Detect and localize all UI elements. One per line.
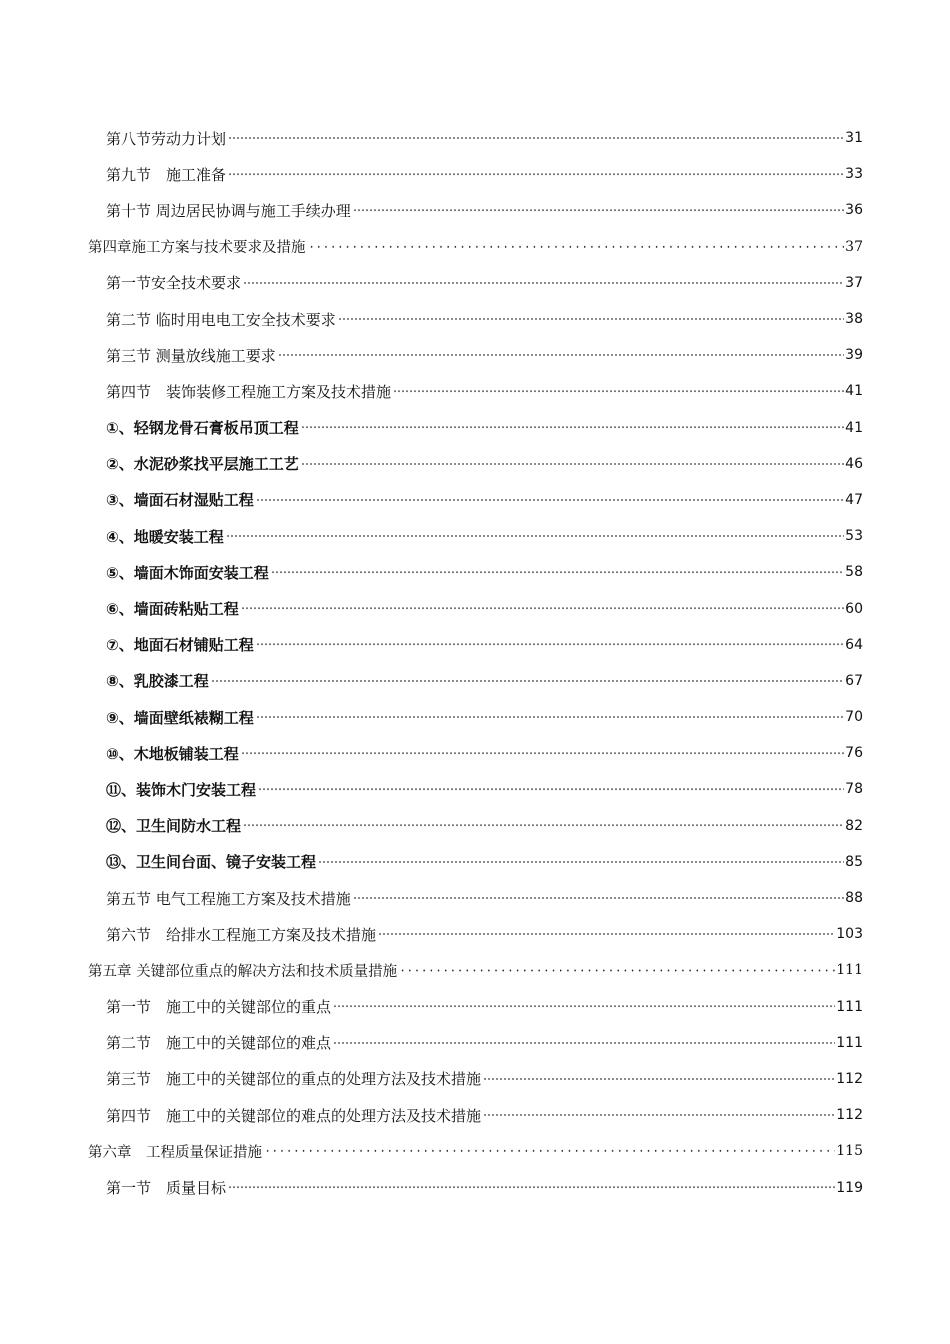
toc-entry-title: ⑥、墙面砖粘贴工程 <box>106 600 239 619</box>
toc-entry-title: ③、墙面石材湿贴工程 <box>106 491 254 510</box>
dot-leader <box>483 1104 835 1127</box>
toc-entry-chapter[interactable] <box>0 229 950 265</box>
toc-page-number: 70 <box>845 709 863 726</box>
toc-entry-title: 第五章 关键部位重点的解决方法和技术质量措施 <box>88 963 398 980</box>
dot-leader <box>278 344 844 367</box>
toc-entry-sub[interactable] <box>0 410 950 446</box>
toc-entry-sub[interactable] <box>0 771 950 807</box>
toc-entry-sub[interactable] <box>0 446 950 482</box>
toc-entry-title: 第四节 施工中的关键部位的难点的处理方法及技术措施 <box>106 1106 482 1125</box>
toc-page-number: 85 <box>845 853 863 870</box>
toc-entry-title: ⑤、墙面木饰面安装工程 <box>106 563 269 582</box>
toc-entry-title: 第九节 施工准备 <box>106 165 227 184</box>
toc-entry-section[interactable] <box>0 989 950 1025</box>
dot-leader <box>378 923 835 946</box>
dot-leader <box>243 272 844 295</box>
toc-page-number: 47 <box>845 491 863 508</box>
toc-entry-title: ①、轻钢龙骨石膏板吊顶工程 <box>106 419 299 438</box>
toc-entry-section[interactable] <box>0 1061 950 1097</box>
dot-leader <box>256 489 844 512</box>
toc-entry-title: ⑧、乳胶漆工程 <box>106 672 209 691</box>
toc-entry-title: 第二节 施工中的关键部位的难点 <box>106 1034 332 1053</box>
toc-page-number: 60 <box>845 600 863 617</box>
toc-entry-section[interactable] <box>0 880 950 916</box>
toc-page-number: 88 <box>845 890 863 907</box>
toc-page-number: 39 <box>845 347 863 364</box>
dot-leader <box>399 960 835 982</box>
toc-entry-section[interactable] <box>0 156 950 192</box>
toc-page-number: 64 <box>845 636 863 653</box>
dot-leader <box>353 887 844 910</box>
toc-page-number: 112 <box>836 1107 863 1124</box>
toc-entry-title: 第一节安全技术要求 <box>106 274 242 293</box>
toc-entry-sub[interactable] <box>0 844 950 880</box>
toc-page-number: 58 <box>845 564 863 581</box>
dot-leader <box>318 851 844 874</box>
toc-entry-title: 第八节劳动力计划 <box>106 129 227 148</box>
toc-entry-title: ⑬、卫生间台面、镜子安装工程 <box>106 853 317 872</box>
dot-leader <box>338 308 844 331</box>
toc-entry-title: ⑦、地面石材铺贴工程 <box>106 636 254 655</box>
dot-leader <box>333 995 835 1018</box>
dot-leader <box>211 670 844 693</box>
toc-entry-sub[interactable] <box>0 482 950 518</box>
toc-entry-title: 第三节 施工中的关键部位的重点的处理方法及技术措施 <box>106 1070 482 1089</box>
dot-leader <box>241 742 844 765</box>
toc-entry-sub[interactable] <box>0 699 950 735</box>
toc-entry-sub[interactable] <box>0 735 950 771</box>
toc-entry-title: 第六章 工程质量保证措施 <box>88 1144 262 1161</box>
toc-page-number: 37 <box>845 238 863 255</box>
toc-page-number: 111 <box>836 1034 863 1051</box>
toc-page-number: 112 <box>836 1070 863 1087</box>
dot-leader <box>226 525 844 548</box>
toc-page-number: 103 <box>836 926 863 943</box>
dot-leader <box>228 127 844 150</box>
toc-page-number: 82 <box>845 817 863 834</box>
dot-leader <box>228 1176 835 1199</box>
toc-page-number: 38 <box>845 311 863 328</box>
toc-entry-sub[interactable] <box>0 554 950 590</box>
toc-page-number: 111 <box>836 998 863 1015</box>
dot-leader <box>301 453 844 476</box>
toc-entry-title: 第一节 质量目标 <box>106 1179 227 1198</box>
toc-page-number: 46 <box>845 455 863 472</box>
toc-entry-section[interactable] <box>0 120 950 156</box>
toc-entry-sub[interactable] <box>0 808 950 844</box>
toc-page-number: 67 <box>845 672 863 689</box>
toc-entry-section[interactable] <box>0 916 950 952</box>
toc-page-number: 111 <box>836 962 863 979</box>
toc-page-number: 37 <box>845 274 863 291</box>
table-of-contents <box>0 120 950 1206</box>
dot-leader <box>271 561 844 584</box>
toc-entry-section[interactable] <box>0 373 950 409</box>
toc-entry-title: 第三节 测量放线施工要求 <box>106 346 276 365</box>
toc-entry-sub[interactable] <box>0 518 950 554</box>
toc-entry-title: 第二节 临时用电电工安全技术要求 <box>106 310 336 329</box>
dot-leader <box>228 163 844 186</box>
toc-entry-chapter[interactable] <box>0 1133 950 1169</box>
toc-page-number: 78 <box>845 781 863 798</box>
toc-entry-sub[interactable] <box>0 627 950 663</box>
dot-leader <box>264 1140 835 1162</box>
toc-entry-title: ⑫、卫生间防水工程 <box>106 817 242 836</box>
toc-page-number: 53 <box>845 528 863 545</box>
toc-entry-title: 第六节 给排水工程施工方案及技术措施 <box>106 925 377 944</box>
dot-leader <box>483 1068 835 1091</box>
toc-page-number: 119 <box>836 1179 863 1196</box>
dot-leader <box>333 1032 835 1055</box>
toc-page-number: 36 <box>845 202 863 219</box>
toc-page-number: 115 <box>836 1143 863 1160</box>
dot-leader <box>258 778 844 801</box>
dot-leader <box>393 380 844 403</box>
toc-entry-section[interactable] <box>0 1025 950 1061</box>
toc-entry-title: ⑪、装饰木门安装工程 <box>106 780 257 799</box>
dot-leader <box>353 199 844 222</box>
toc-entry-sub[interactable] <box>0 590 950 626</box>
toc-page-number: 41 <box>845 383 863 400</box>
toc-entry-section[interactable] <box>0 1169 950 1205</box>
toc-entry-title: ②、水泥砂浆找平层施工工艺 <box>106 455 299 474</box>
toc-entry-title: 第四节 装饰装修工程施工方案及技术措施 <box>106 382 392 401</box>
toc-entry-title: ⑩、木地板铺装工程 <box>106 744 239 763</box>
toc-page-number: 41 <box>845 419 863 436</box>
toc-entry-title: 第十节 周边居民协调与施工手续办理 <box>106 201 351 220</box>
toc-entry-title: ⑨、墙面壁纸裱糊工程 <box>106 708 254 727</box>
toc-entry-section[interactable] <box>0 301 950 337</box>
dot-leader <box>256 633 844 656</box>
toc-entry-sub[interactable] <box>0 663 950 699</box>
toc-entry-title: ④、地暖安装工程 <box>106 527 224 546</box>
dot-leader <box>301 416 844 439</box>
dot-leader <box>241 597 844 620</box>
toc-entry-section[interactable] <box>0 265 950 301</box>
toc-page-number: 31 <box>845 130 863 147</box>
toc-page-number: 33 <box>845 166 863 183</box>
dot-leader <box>243 814 844 837</box>
toc-entry-title: 第四章施工方案与技术要求及措施 <box>88 240 306 257</box>
toc-entry-section[interactable] <box>0 192 950 228</box>
toc-entry-section[interactable] <box>0 337 950 373</box>
dot-leader <box>256 706 844 729</box>
dot-leader <box>308 236 845 258</box>
toc-entry-section[interactable] <box>0 1097 950 1133</box>
toc-page-number: 76 <box>845 745 863 762</box>
toc-entry-chapter[interactable] <box>0 952 950 988</box>
toc-entry-title: 第一节 施工中的关键部位的重点 <box>106 998 332 1017</box>
toc-entry-title: 第五节 电气工程施工方案及技术措施 <box>106 889 351 908</box>
